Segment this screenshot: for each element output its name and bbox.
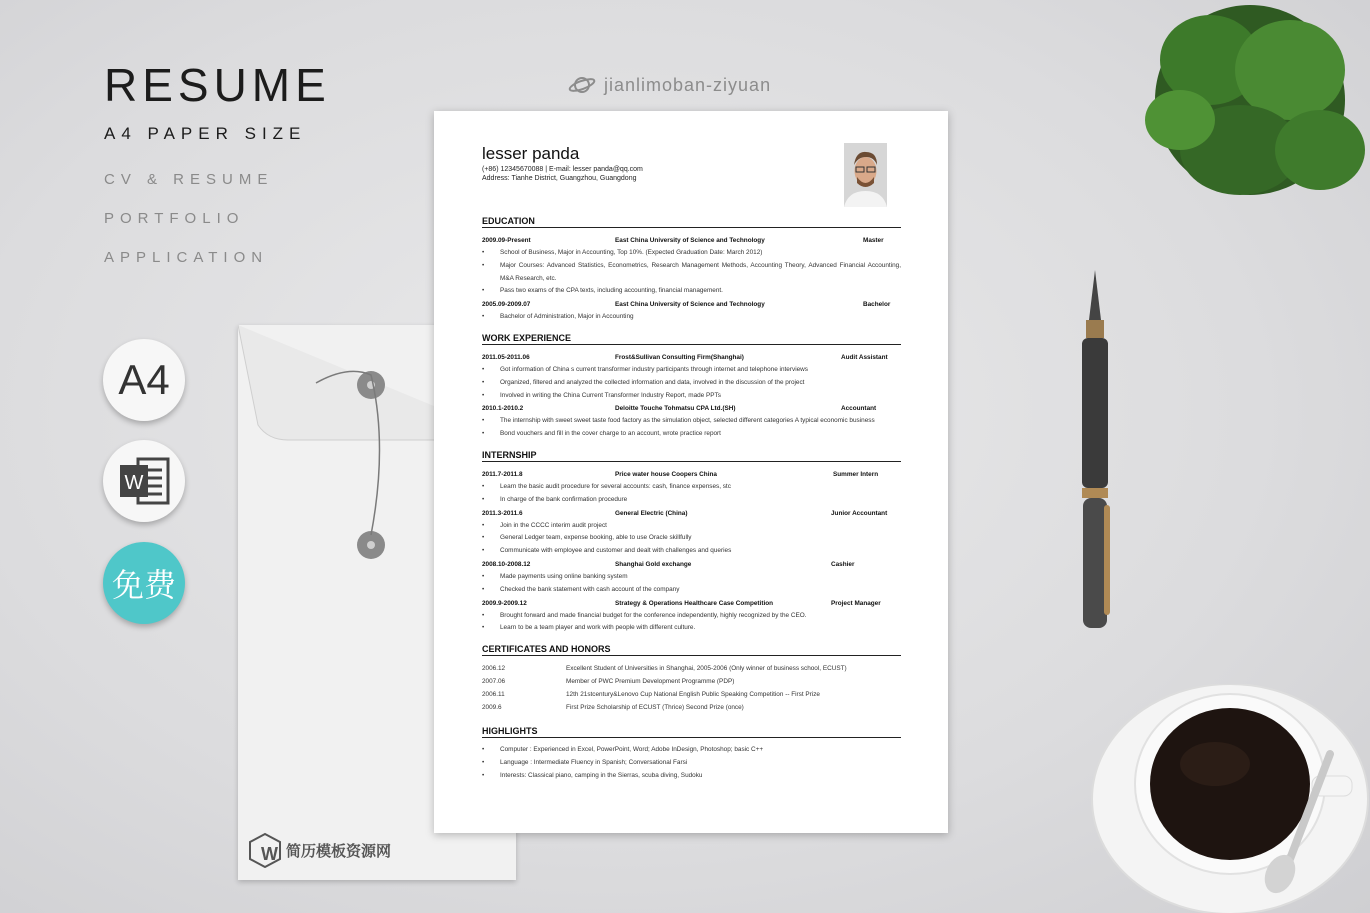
promo-line-application: APPLICATION — [104, 249, 269, 266]
section-education-title: EDUCATION — [482, 216, 901, 228]
bullet-item: • Join in the CCCC interim audit project — [482, 520, 901, 533]
bullet-item: • Communicate with employee and customer and dealt with challenges and queries — [482, 545, 901, 558]
cert-text: First Prize Scholarship of ECUST (Thrice) Second Prize (once) — [566, 704, 744, 712]
certificate-item — [482, 688, 901, 701]
resume-content — [482, 207, 901, 783]
bullet-item: • Pass two exams of the CPA texts, including accounting, financial management. — [482, 285, 901, 298]
internship-entry-4 — [482, 597, 901, 610]
entry-org: Deloitte Touche Tohmatsu CPA Ltd.(SH) — [615, 405, 736, 413]
bullet-item: • Language : Intermediate Fluency in Spanish; Conversational Farsi — [482, 757, 901, 770]
bullet-item: • Got information of China s current transformer industry participants through internet and telephone interviews — [482, 364, 901, 377]
planet-logo-icon — [568, 74, 596, 96]
free-badge: 免费 — [103, 542, 185, 624]
promo-line-portfolio: PORTFOLIO — [104, 210, 245, 227]
entry-org: Shanghai Gold exchange — [615, 560, 692, 568]
watermark — [568, 74, 771, 96]
entry-role: Audit Assistant — [841, 353, 888, 361]
bullet-item: • Made payments using online banking system — [482, 571, 901, 584]
bullet-item: • Learn the basic audit procedure for several accounts: cash, finance expenses, stc — [482, 481, 901, 494]
entry-org: East China University of Science and Technology — [615, 301, 765, 309]
certificate-item — [482, 662, 901, 675]
site-logo-mark: W — [261, 844, 278, 864]
cert-text: Excellent Student of Universities in Shanghai, 2005-2006 (Only winner of business school, ECUST) — [566, 665, 847, 673]
cert-date: 2006.12 — [482, 665, 506, 673]
site-logo-text: 简历模板资源网 — [286, 842, 392, 860]
bullet-item: • Involved in writing the China Current Transformer Industry Report, made PPTs — [482, 390, 901, 403]
entry-org: Price water house Coopers China — [615, 470, 717, 478]
certificate-item — [482, 675, 901, 688]
cube-logo-icon — [248, 832, 282, 868]
entry-date: 2009.09-Present — [482, 237, 531, 244]
entry-org: Strategy & Operations Healthcare Case Competition — [615, 599, 774, 607]
cert-text: 12th 21stcentury&Lenovo Cup National English Public Speaking Competition -- First Prize — [566, 691, 820, 699]
section-certificates-title: CERTIFICATES AND HONORS — [482, 644, 901, 656]
bullet-item: • In charge of the bank confirmation procedure — [482, 494, 901, 507]
education-entry-2 — [482, 298, 901, 311]
section-internship-title: INTERNSHIP — [482, 450, 901, 462]
entry-role: Accountant — [841, 405, 877, 413]
bullet-item: • Bachelor of Administration, Major in Accounting — [482, 311, 901, 324]
cert-date: 2007.06 — [482, 678, 506, 686]
internship-entry-3 — [482, 558, 901, 571]
bullet-item: • Computer : Experienced in Excel, PowerPoint, Word; Adobe InDesign, Photoshop; basic C++ — [482, 744, 901, 757]
work-entry-1 — [482, 351, 901, 364]
word-badge-letter: W — [124, 472, 144, 494]
site-logo — [248, 832, 391, 868]
entry-role: Bachelor — [863, 301, 891, 309]
watermark-text: jianlimoban-ziyuan — [604, 74, 772, 95]
bullet-item: • School of Business, Major in Accounting, Top 10%. (Expected Graduation Date: March 2012) — [482, 247, 901, 260]
internship-entry-1 — [482, 468, 901, 481]
cert-date: 2006.11 — [482, 691, 505, 699]
bullet-item: • Organized, filtered and analyzed the collected information and data, involved in the discussion of the project — [482, 377, 901, 390]
resume-name: lesser panda — [482, 144, 580, 163]
work-entry-2 — [482, 402, 901, 415]
entry-role: Junior Accountant — [831, 509, 888, 517]
resume-contact: (+86) 12345670088 | E-mail: lesser panda@qq.com — [482, 166, 643, 173]
coffee-cup-decoration — [1090, 684, 1370, 913]
entry-org: General Electric (China) — [615, 509, 688, 517]
word-icon — [116, 455, 172, 507]
promo-subtitle: A4 PAPER SIZE — [104, 124, 307, 143]
pen-decoration — [1070, 265, 1120, 635]
entry-date: 2008.10-2008.12 — [482, 560, 531, 568]
plant-decoration — [1090, 0, 1370, 244]
entry-role: Summer Intern — [833, 470, 879, 478]
entry-date: 2009.9-2009.12 — [482, 599, 527, 607]
bullet-item: • The internship with sweet sweet taste food factory as the simulation object, selected different categories A typical economic business — [482, 415, 901, 428]
resume-address: Address: Tianhe District, Guangzhou, Guangdong — [482, 175, 637, 182]
entry-role: Project Manager — [831, 599, 881, 607]
a4-badge: A4 — [103, 339, 185, 421]
bullet-item: • Brought forward and made financial budget for the conference independently, highly recognized by the CEO. — [482, 610, 901, 623]
resume-paper — [434, 111, 948, 833]
entry-role: Master — [863, 237, 884, 244]
education-entry-1 — [482, 234, 901, 247]
entry-date: 2011.7-2011.8 — [482, 470, 523, 478]
bullet-item: • Interests: Classical piano, camping in the Sierras, scuba diving, Sudoku — [482, 770, 901, 783]
entry-role: Cashier — [831, 560, 855, 568]
internship-entry-2 — [482, 507, 901, 520]
entry-org: East China University of Science and Technology — [615, 237, 765, 244]
bullet-item: • Checked the bank statement with cash account of the company — [482, 584, 901, 597]
bullet-item: • Learn to be a team player and work with people with different culture. — [482, 622, 901, 635]
cert-text: Member of PWC Premium Development Programme (PDP) — [566, 678, 735, 686]
bullet-item: • General Ledger team, expense booking, able to use Oracle skillfully — [482, 532, 901, 545]
entry-date: 2011.05-2011.06 — [482, 353, 530, 361]
bullet-item: • Major Courses: Advanced Statistics, Econometrics, Research Management Methods, Accounting Theory, Advanced Financial Accounting, M&A Research, etc. — [482, 260, 901, 286]
certificate-item — [482, 701, 901, 714]
cert-date: 2009.6 — [482, 704, 502, 712]
word-badge — [103, 440, 185, 522]
resume-contact-block — [482, 165, 643, 183]
promo-line-cv: CV & RESUME — [104, 171, 274, 188]
entry-date: 2010.1-2010.2 — [482, 405, 524, 413]
entry-org: Frost&Sullivan Consulting Firm(Shanghai) — [615, 353, 744, 361]
entry-date: 2011.3-2011.6 — [482, 509, 523, 517]
entry-date: 2005.09-2009.07 — [482, 301, 531, 309]
bullet-item: • Bond vouchers and fill in the cover charge to an account, wrote practice report — [482, 428, 901, 441]
profile-photo — [844, 143, 887, 207]
promo-title: RESUME — [104, 59, 331, 111]
section-highlights-title: HIGHLIGHTS — [482, 726, 901, 738]
section-work-title: WORK EXPERIENCE — [482, 333, 901, 345]
